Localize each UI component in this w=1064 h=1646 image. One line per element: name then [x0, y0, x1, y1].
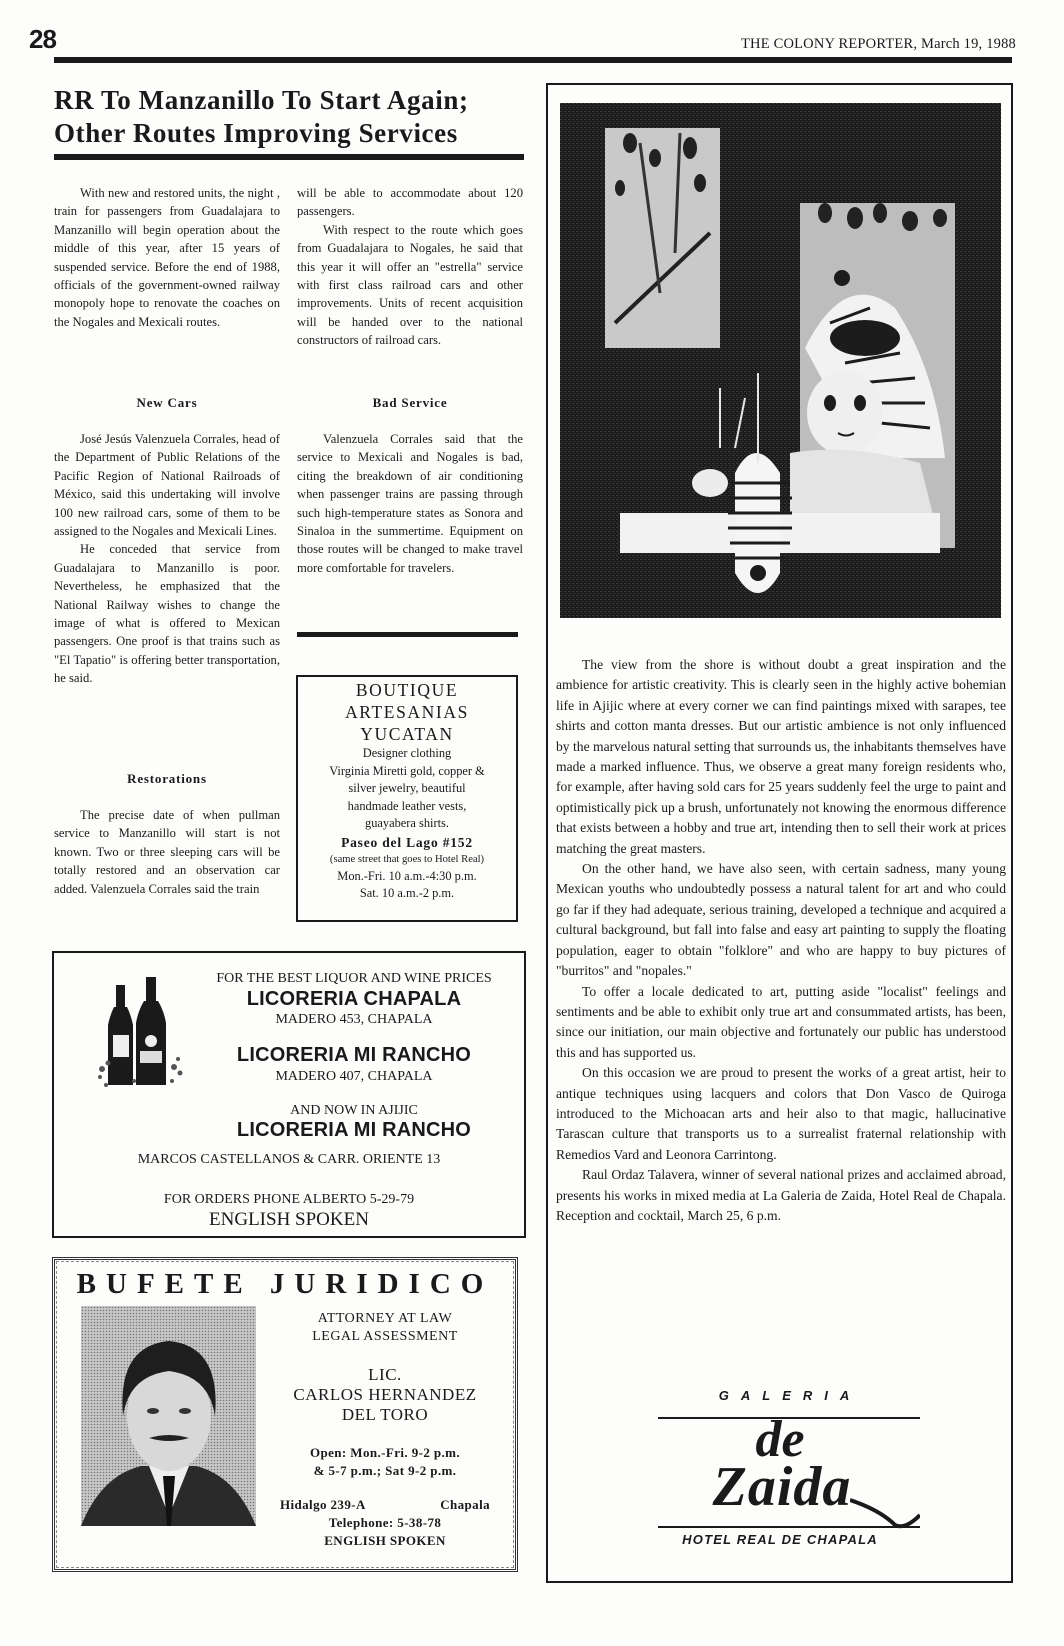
gallery-logo-swash-icon [850, 1490, 920, 1530]
page-number: 28 [29, 24, 56, 54]
bufete-line-2: LEGAL ASSESSMENT [312, 1329, 458, 1344]
liquor-store-3-name: LICORERIA MI RANCHO [236, 1119, 472, 1141]
subhead-restorations: Restorations [127, 771, 207, 786]
liquor-store-1-address: MADERO 453, CHAPALA [275, 1012, 433, 1027]
bufete-name-1: CARLOS HERNANDEZ [293, 1385, 477, 1404]
boutique-address: Paseo del Lago #152 [341, 834, 473, 850]
liquor-store-3-address: MARCOS CASTELLANOS & CARR. ORIENTE 13 [137, 1152, 441, 1167]
gallery-logo-zaida: Zaida [712, 1456, 852, 1518]
bufete-title: BUFETE JURIDICO [76, 1268, 494, 1300]
bufete-address-street: Hidalgo 239-A [280, 1497, 366, 1512]
paragraph: The view from the shore is without doubt a great inspiration and the ambience for artistic creativity. This is clearly seen in the highly active bohemian life in Ajijic where at every corner we can find paintings mixed with sarapes, tee shirts and cotton manta dresses. But our artistic ambience is not only influenced by the marvelous natural setting that surrounds us, the inhabitants themselves have made a marked influence. Thus, we observe a great many foreign residents who, for example, after having sold cars for 25 years suddenly feel the urge to paint and optimistically pick up a brush, unfortunately not knowing the enormous difference that exists between a hobby and true art, intending then to sell their work at prices matching the great masters. [556, 657, 1007, 856]
headline-rule [54, 154, 524, 160]
article-col1-intro [54, 184, 280, 331]
restorations-section [54, 806, 280, 898]
subhead-bad-service: Bad Service [372, 395, 448, 410]
paragraph: With respect to the route which goes from Guadalajara to Nogales, he said that this year it will offer an "estrella" service with first class railroad cars and other improvements. Units of recent acquisition will be handed over to the national constructors of railroad cars. [297, 222, 523, 348]
boutique-note: (same street that goes to Hotel Real) [329, 853, 485, 865]
liquor-tagline: FOR THE BEST LIQUOR AND WINE PRICES [216, 971, 492, 986]
gallery-logo-rule [658, 1526, 920, 1528]
paragraph: Valenzuela Corrales said that the service to Mexicali and Nogales is bad, citing the breakdown of air conditioning when passenger trains are passing through such high-temperature states as Sonora and Sinaloa in the summertime. Equipment on those routes will be changed to make travel more comfortable for travelers. [297, 432, 523, 575]
article-headline [54, 84, 529, 150]
column-rule [297, 632, 518, 637]
boutique-line: handmade leather vests, [347, 798, 467, 813]
paragraph: To offer a locale dedicated to art, putting aside "localist" feelings and sentiments and be able to exhibit only true art and consummated artists, has been, since our initiation, our main objective and fortunately our public has understood this and has supported us. [556, 983, 1006, 1060]
paragraph: José Jesús Valenzuela Corrales, head of the Department of Public Relations of the Pacific Region of National Railroads of México, said this undertaking will involve 100 new railroad cars, some of them to be assigned to the Nogales and Mexicali Lines. [54, 432, 280, 539]
boutique-line: silver jewelry, beautiful [348, 781, 466, 795]
boutique-ad [296, 675, 518, 922]
subhead-new-cars: New Cars [136, 395, 198, 410]
bufete-ad [52, 1257, 518, 1572]
bufete-hours-2: & 5-7 p.m.; Sat 9-2 p.m. [313, 1463, 457, 1478]
boutique-hours-weekday: Mon.-Fri. 10 a.m.-4:30 p.m. [337, 868, 477, 883]
paragraph: He conceded that service from Guadalajara to Manzanillo is poor. Nevertheless, he emphasized that the National Railway wishes to change the image of what is offered to Mexican passengers. One proof is that trains such as "El Tapatio" is offering better transportation, he said. [54, 542, 280, 686]
gallery-logo-de: de [755, 1411, 805, 1468]
boutique-title-1: BOUTIQUE [355, 680, 459, 700]
attorney-portrait-icon [81, 1306, 256, 1526]
paragraph: Raul Ordaz Talavera, winner of several national prizes and acclaimed abroad, presents his works in mixed media at La Galeria de Zaida, Hotel Real de Chapala. Reception and cocktail, March 25, 6 p.m. [556, 1167, 1006, 1223]
paragraph: On the other hand, we have also seen, with certain sadness, many young Mexican youths who undoubtedly possess a natural talent for art and who could go far if they had adequate, serious training, developed a technique and acquired a cultural background, but fall into false and easy art painting to supply the floating population, eager to obtain "folklore" and who are happy to buy pictures of "burritos" and "nopales." [556, 861, 1006, 979]
liquor-ad [52, 951, 526, 1238]
bufete-english-spoken: ENGLISH SPOKEN [324, 1533, 446, 1548]
liquor-orders: FOR ORDERS PHONE ALBERTO 5-29-79 [163, 1192, 415, 1207]
boutique-hours-saturday: Sat. 10 a.m.-2 p.m. [359, 886, 455, 900]
boutique-line: Virginia Miretti gold, copper & [329, 763, 485, 778]
new-cars-section [54, 430, 280, 688]
boutique-line: Designer clothing [362, 746, 452, 760]
boutique-title-2: ARTESANIAS [345, 702, 469, 722]
masthead-rule [54, 57, 1012, 63]
folio-line: THE COLONY REPORTER, March 19, 1988 [740, 36, 1016, 52]
painting-girl-with-fish-icon [560, 103, 1001, 618]
bufete-hours-1: Open: Mon.-Fri. 9-2 p.m. [309, 1445, 461, 1460]
liquor-now-in: AND NOW IN AJIJIC [290, 1103, 418, 1118]
liquor-store-2-address: MADERO 407, CHAPALA [275, 1069, 433, 1084]
bufete-address-city: Chapala [440, 1497, 490, 1512]
headline-line-2: Other Routes Improving Services [54, 118, 458, 148]
article-col2-intro [297, 184, 523, 350]
bufete-honorific: LIC. [368, 1365, 402, 1384]
headline-line-1: RR To Manzanillo To Start Again; [54, 85, 469, 115]
paragraph: The precise date of when pullman service to Manzanillo will start is not known. Two or three sleeping cars will be totally restored and an observation car added. Valenzuela Corrales said the train [54, 808, 280, 896]
boutique-title-3: YUCATAN [360, 724, 454, 744]
bufete-name-2: DEL TORO [341, 1405, 429, 1424]
liquor-english-spoken: ENGLISH SPOKEN [209, 1209, 369, 1230]
gallery-logo-hotel: HOTEL REAL DE CHAPALA [682, 1532, 878, 1547]
paragraph: On this occasion we are proud to present the works of a great artist, heir to antique techniques using lacquers and colors that Don Vasco de Quiroga introduced to the Michoacan arts and heir also to that magic, hallucinative Tarascan culture that transports us to a surrealist fraternal relationship with Remedios Vard and Leonora Carrintong. [556, 1065, 1006, 1162]
boutique-line: guayabera shirts. [365, 816, 449, 830]
paragraph: will be able to accommodate about 120 passengers. [297, 186, 523, 219]
liquor-store-1-name: LICORERIA CHAPALA [246, 988, 462, 1010]
liquor-store-2-name: LICORERIA MI RANCHO [236, 1044, 472, 1066]
bufete-line-1: ATTORNEY AT LAW [317, 1311, 453, 1326]
paragraph: With new and restored units, the night , train for passengers from Guadalajara to Manzanillo will begin operation about the middle of this year, after 15 years of suspended service. Before the end of 1988, officials of the government-owned railway monopoly hope to renovate the coaches on the Nogales and Mexicali routes. [54, 186, 280, 329]
gallery-article-text [556, 655, 1006, 1226]
bufete-telephone: Telephone: 5-38-78 [328, 1515, 442, 1530]
bad-service-section [297, 430, 523, 577]
gallery-logo-galeria: GALERIA [718, 1388, 862, 1403]
